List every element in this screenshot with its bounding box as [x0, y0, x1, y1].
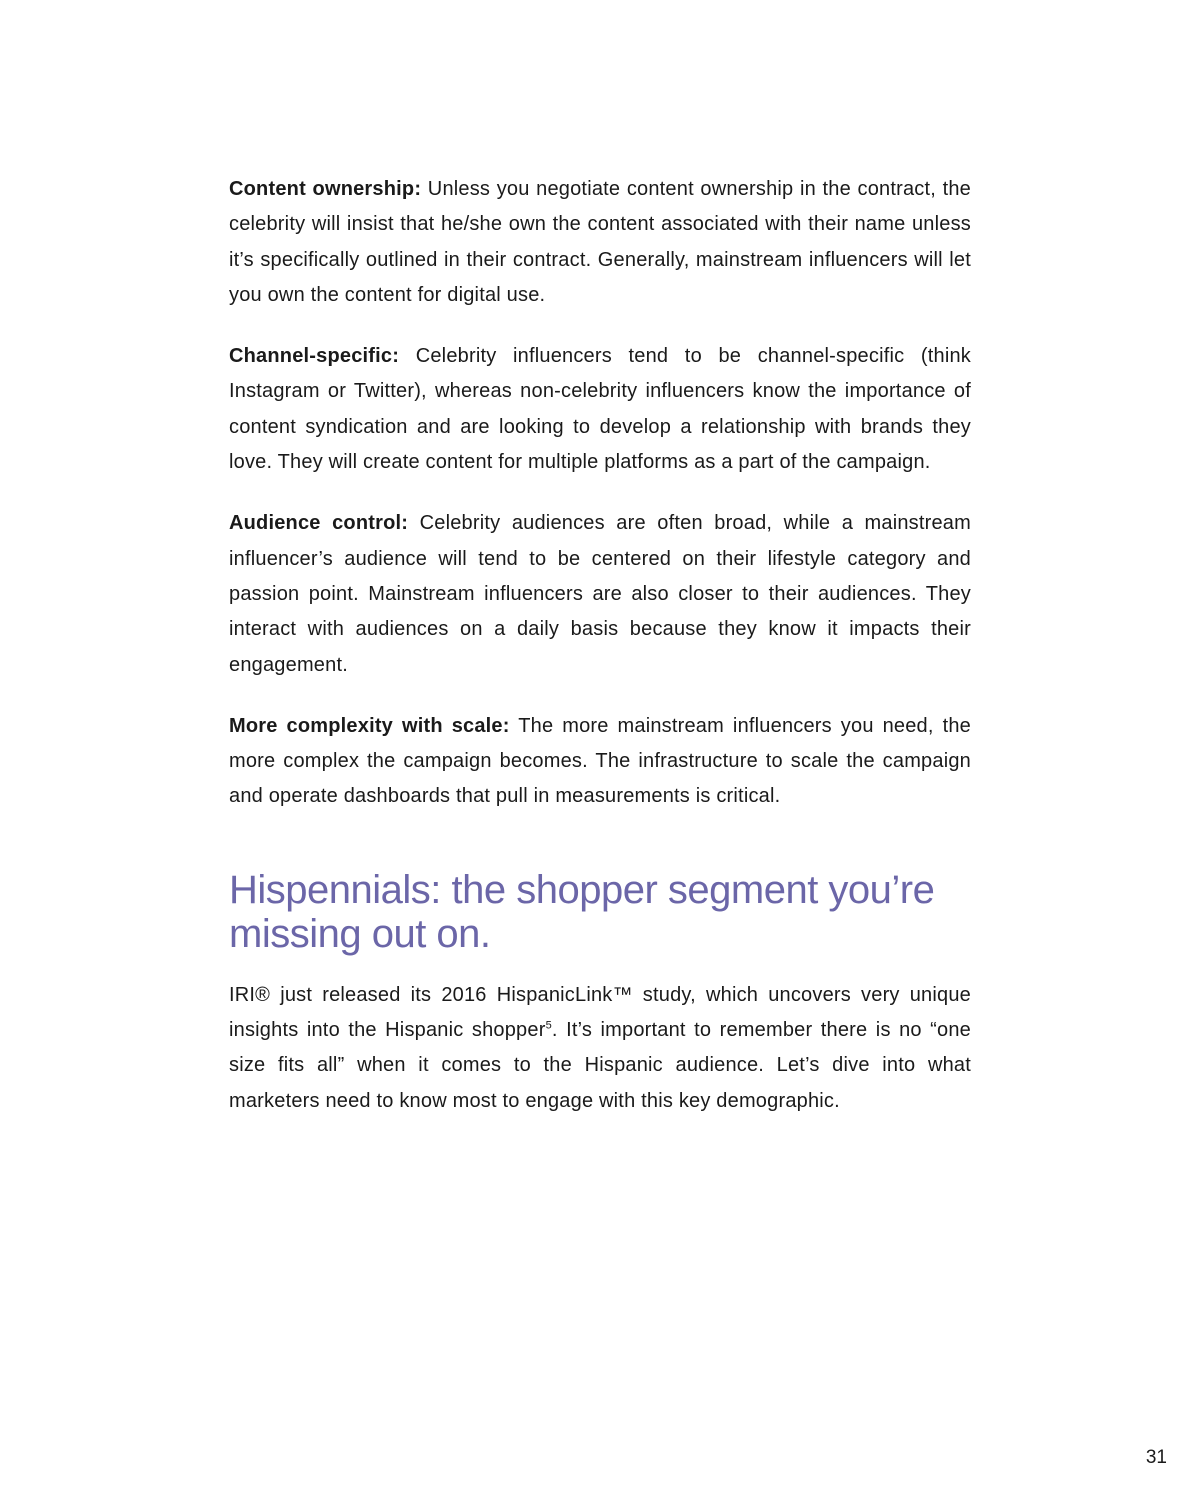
- footnote-marker[interactable]: 5: [545, 1019, 552, 1032]
- channel-specific-lead: Channel-specific:: [229, 345, 400, 368]
- page-content: [229, 172, 971, 1145]
- channel-specific-text: Celebrity influencers tend to be channel-specific (think Instagram or Twitter), whereas non-celebrity influencers know the importance of content syndication and are looking to develop a relationship with brands they love. They will create content for multiple platforms as a part of the campaign.: [229, 345, 971, 474]
- page-number: 31: [1145, 1447, 1167, 1468]
- content-ownership-text: Unless you negotiate content ownership in the contract, the celebrity will insist that he/she own the content associated with their name unless it’s specifically outlined in their contract. Generally, mainstream influencers will let you own the content for digital use.: [229, 178, 971, 306]
- intro-text-part1: IRI® just released its 2016 HispanicLink™ study, which uncovers very unique insights into the Hispanic shopper: [229, 983, 971, 1042]
- intro-text-part2: . It’s important to remember there is no “one size fits all” when it comes to the Hispanic audience. Let’s dive into what marketers need to know most to engage with this key demographic.: [229, 1019, 971, 1112]
- content-ownership-paragraph: [229, 172, 971, 313]
- channel-specific-paragraph: [229, 339, 971, 480]
- content-ownership-lead: Content ownership:: [229, 178, 422, 200]
- complexity-scale-text: The more mainstream influencers you need, the more complex the campaign becomes. The infrastructure to scale the campaign and operate dashboards that pull in measurements is critical.: [229, 714, 971, 808]
- audience-control-lead: Audience control:: [229, 512, 409, 535]
- section-heading: Hispennials: the shopper segment you’re missing out on.: [229, 867, 935, 956]
- complexity-scale-lead: More complexity with scale:: [229, 714, 510, 737]
- audience-control-paragraph: [229, 506, 971, 682]
- complexity-scale-paragraph: [229, 709, 971, 815]
- audience-control-text: Celebrity audiences are often broad, while a mainstream influencer’s audience will tend to be centered on their lifestyle category and passion point. Mainstream influencers are also closer to their audiences. They interact with audiences on a daily basis because they know it impacts their engagement.: [229, 512, 971, 676]
- intro-paragraph: [229, 978, 971, 1119]
